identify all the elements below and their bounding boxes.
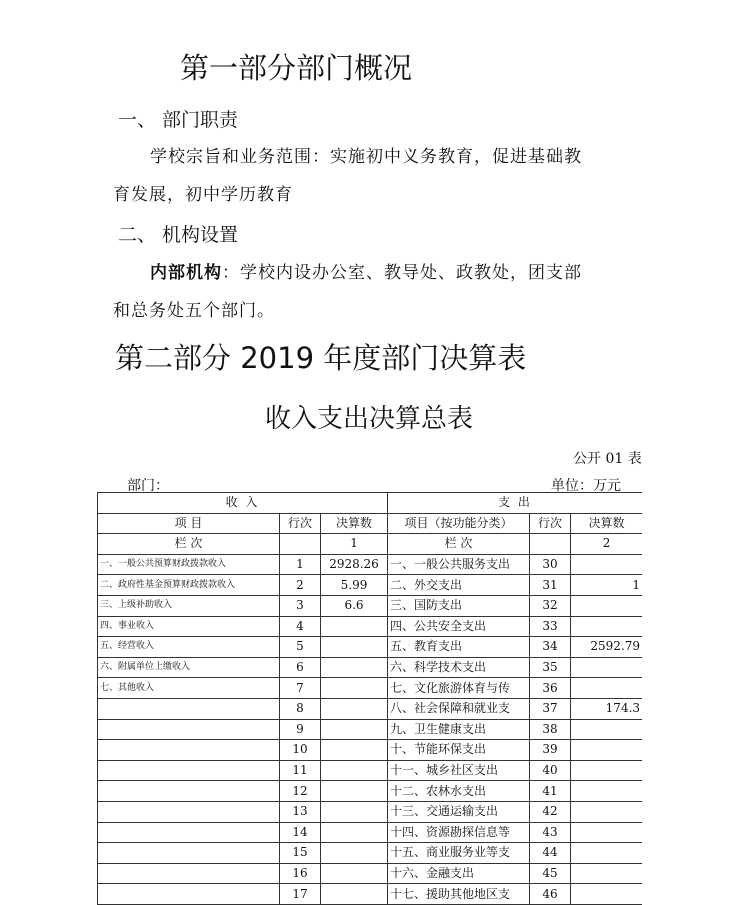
department-label: 部门： xyxy=(127,478,169,494)
structure-paragraph-line1 xyxy=(150,258,582,283)
expense-amount-cell xyxy=(571,678,642,699)
income-item-cell: 五、经营收入 xyxy=(98,637,280,658)
expense-item-cell: 六、科学技术支出 xyxy=(388,657,530,678)
table-row xyxy=(98,657,643,678)
table-row xyxy=(98,843,643,864)
col-row2-header: 行次 xyxy=(530,513,571,534)
expense-amount-cell xyxy=(571,740,642,761)
income-amount-cell xyxy=(321,740,388,761)
income-row-no-cell: 6 xyxy=(280,657,321,678)
expense-item-cell: 一、一般公共服务支出 xyxy=(388,554,530,575)
income-row-no-cell: 4 xyxy=(280,616,321,637)
expense-amount-cell xyxy=(571,884,642,905)
income-item-cell: 二、政府性基金预算财政拨款收入 xyxy=(98,575,280,596)
lanci-right: 栏 次 xyxy=(388,534,530,555)
income-row-no-cell: 2 xyxy=(280,575,321,596)
income-header: 收 入 xyxy=(98,493,388,514)
income-row-no-cell: 5 xyxy=(280,637,321,658)
expense-row-no-cell: 44 xyxy=(530,843,571,864)
income-amount-cell xyxy=(321,678,388,699)
income-amount-cell xyxy=(321,719,388,740)
lanci-left: 栏 次 xyxy=(98,534,280,555)
expense-row-no-cell: 46 xyxy=(530,884,571,905)
income-amount-cell xyxy=(321,657,388,678)
income-item-cell xyxy=(98,781,280,802)
expense-item-cell: 二、外交支出 xyxy=(388,575,530,596)
income-expense-table-container xyxy=(97,492,642,905)
expense-row-no-cell: 41 xyxy=(530,781,571,802)
income-row-no-cell: 14 xyxy=(280,822,321,843)
table-row xyxy=(98,678,643,699)
table-row xyxy=(98,801,643,822)
table-row xyxy=(98,575,643,596)
income-item-cell xyxy=(98,822,280,843)
table-row xyxy=(98,822,643,843)
expense-row-no-cell: 43 xyxy=(530,822,571,843)
expense-row-no-cell: 45 xyxy=(530,863,571,884)
income-item-cell: 六、附属单位上缴收入 xyxy=(98,657,280,678)
income-amount-cell: 6.6 xyxy=(321,595,388,616)
table-lanci-row xyxy=(98,534,643,555)
expense-amount-cell xyxy=(571,843,642,864)
expense-amount-cell xyxy=(571,863,642,884)
expense-item-cell: 十七、援助其他地区支 xyxy=(388,884,530,905)
income-amount-cell xyxy=(321,843,388,864)
expense-amount-cell xyxy=(571,822,642,843)
income-amount-cell: 2928.26 xyxy=(321,554,388,575)
table-row xyxy=(98,781,643,802)
table-row xyxy=(98,760,643,781)
expense-item-cell: 四、公共安全支出 xyxy=(388,616,530,637)
table-row xyxy=(98,884,643,905)
income-row-no-cell: 7 xyxy=(280,678,321,699)
expense-amount-cell xyxy=(571,657,642,678)
table-row xyxy=(98,554,643,575)
income-item-cell xyxy=(98,843,280,864)
expense-item-cell: 十六、金融支出 xyxy=(388,863,530,884)
expense-amount-cell xyxy=(571,595,642,616)
income-row-no-cell: 3 xyxy=(280,595,321,616)
part2-title: 第二部分 2019 年度部门决算表 xyxy=(115,341,527,375)
expense-row-no-cell: 39 xyxy=(530,740,571,761)
lanci-right-num: 2 xyxy=(571,534,642,555)
income-item-cell xyxy=(98,740,280,761)
section-heading-duties: 一、 部门职责 xyxy=(118,109,239,131)
income-item-cell: 一、一般公共预算财政拨款收入 xyxy=(98,554,280,575)
structure-paragraph-line2: 和总务处五个部门。 xyxy=(113,301,275,321)
income-expense-table xyxy=(97,492,642,905)
col-item-header: 项 目 xyxy=(98,513,280,534)
col-item-func-header: 项目（按功能分类） xyxy=(388,513,530,534)
expense-item-cell: 八、社会保障和就业支 xyxy=(388,698,530,719)
expense-item-cell: 十五、商业服务业等支 xyxy=(388,843,530,864)
income-item-cell xyxy=(98,884,280,905)
section-heading-structure: 二、 机构设置 xyxy=(118,224,239,246)
duties-paragraph-line2: 育发展，初中学历教育 xyxy=(113,185,293,205)
table-title: 收入支出决算总表 xyxy=(265,404,474,434)
expense-row-no-cell: 32 xyxy=(530,595,571,616)
expense-item-cell: 三、国防支出 xyxy=(388,595,530,616)
expense-row-no-cell: 40 xyxy=(530,760,571,781)
income-row-no-cell: 16 xyxy=(280,863,321,884)
expense-item-cell: 七、文化旅游体育与传 xyxy=(388,678,530,699)
income-item-cell xyxy=(98,698,280,719)
expense-item-cell: 五、教育支出 xyxy=(388,637,530,658)
income-amount-cell xyxy=(321,863,388,884)
income-row-no-cell: 15 xyxy=(280,843,321,864)
expense-row-no-cell: 42 xyxy=(530,801,571,822)
structure-bold-label: 内部机构 xyxy=(150,263,222,283)
expense-row-no-cell: 36 xyxy=(530,678,571,699)
expense-item-cell: 十三、交通运输支出 xyxy=(388,801,530,822)
table-header-row-columns xyxy=(98,513,643,534)
income-item-cell: 四、事业收入 xyxy=(98,616,280,637)
income-item-cell xyxy=(98,719,280,740)
income-row-no-cell: 12 xyxy=(280,781,321,802)
expense-amount-cell xyxy=(571,616,642,637)
table-header-row-group xyxy=(98,493,643,514)
income-row-no-cell: 10 xyxy=(280,740,321,761)
income-amount-cell xyxy=(321,760,388,781)
expense-amount-cell: 1 xyxy=(571,575,642,596)
income-amount-cell xyxy=(321,801,388,822)
table-body xyxy=(98,493,643,905)
lanci-left-empty xyxy=(280,534,321,555)
expense-amount-cell xyxy=(571,554,642,575)
col-row-header: 行次 xyxy=(280,513,321,534)
income-amount-cell xyxy=(321,781,388,802)
income-item-cell xyxy=(98,801,280,822)
structure-paragraph-text: ：学校内设办公室、教导处、政教处，团支部 xyxy=(222,263,582,283)
income-item-cell xyxy=(98,863,280,884)
expense-item-cell: 十一、城乡社区支出 xyxy=(388,760,530,781)
expense-row-no-cell: 38 xyxy=(530,719,571,740)
income-row-no-cell: 11 xyxy=(280,760,321,781)
expense-row-no-cell: 30 xyxy=(530,554,571,575)
income-amount-cell xyxy=(321,698,388,719)
unit-label: 单位：万元 xyxy=(551,478,621,494)
duties-paragraph-line1: 学校宗旨和业务范围：实施初中义务教育，促进基础教 xyxy=(150,147,582,167)
expense-amount-cell: 174.3 xyxy=(571,698,642,719)
income-item-cell xyxy=(98,760,280,781)
expense-item-cell: 十二、农林水支出 xyxy=(388,781,530,802)
expense-row-no-cell: 35 xyxy=(530,657,571,678)
table-row xyxy=(98,637,643,658)
income-row-no-cell: 9 xyxy=(280,719,321,740)
expense-row-no-cell: 34 xyxy=(530,637,571,658)
col-amount-header: 决算数 xyxy=(321,513,388,534)
table-code: 公开 01 表 xyxy=(573,451,642,467)
income-amount-cell: 5.99 xyxy=(321,575,388,596)
expense-amount-cell: 2592.79 xyxy=(571,637,642,658)
income-amount-cell xyxy=(321,822,388,843)
expense-item-cell: 十、节能环保支出 xyxy=(388,740,530,761)
expense-amount-cell xyxy=(571,801,642,822)
lanci-right-empty xyxy=(530,534,571,555)
expense-amount-cell xyxy=(571,760,642,781)
expense-row-no-cell: 37 xyxy=(530,698,571,719)
income-row-no-cell: 17 xyxy=(280,884,321,905)
income-amount-cell xyxy=(321,884,388,905)
lanci-left-num: 1 xyxy=(321,534,388,555)
expense-row-no-cell: 33 xyxy=(530,616,571,637)
income-row-no-cell: 8 xyxy=(280,698,321,719)
table-row xyxy=(98,863,643,884)
expense-amount-cell xyxy=(571,781,642,802)
income-item-cell: 三、上级补助收入 xyxy=(98,595,280,616)
table-row xyxy=(98,740,643,761)
table-row xyxy=(98,719,643,740)
income-item-cell: 七、其他收入 xyxy=(98,678,280,699)
income-row-no-cell: 13 xyxy=(280,801,321,822)
expense-amount-cell xyxy=(571,719,642,740)
income-amount-cell xyxy=(321,637,388,658)
expense-item-cell: 十四、资源勘探信息等 xyxy=(388,822,530,843)
col-amount2-header: 决算数 xyxy=(571,513,642,534)
income-row-no-cell: 1 xyxy=(280,554,321,575)
part1-title: 第一部分部门概况 xyxy=(180,51,413,85)
expense-row-no-cell: 31 xyxy=(530,575,571,596)
table-row xyxy=(98,698,643,719)
income-amount-cell xyxy=(321,616,388,637)
table-row xyxy=(98,616,643,637)
table-row xyxy=(98,595,643,616)
expense-header: 支 出 xyxy=(388,493,642,514)
expense-item-cell: 九、卫生健康支出 xyxy=(388,719,530,740)
